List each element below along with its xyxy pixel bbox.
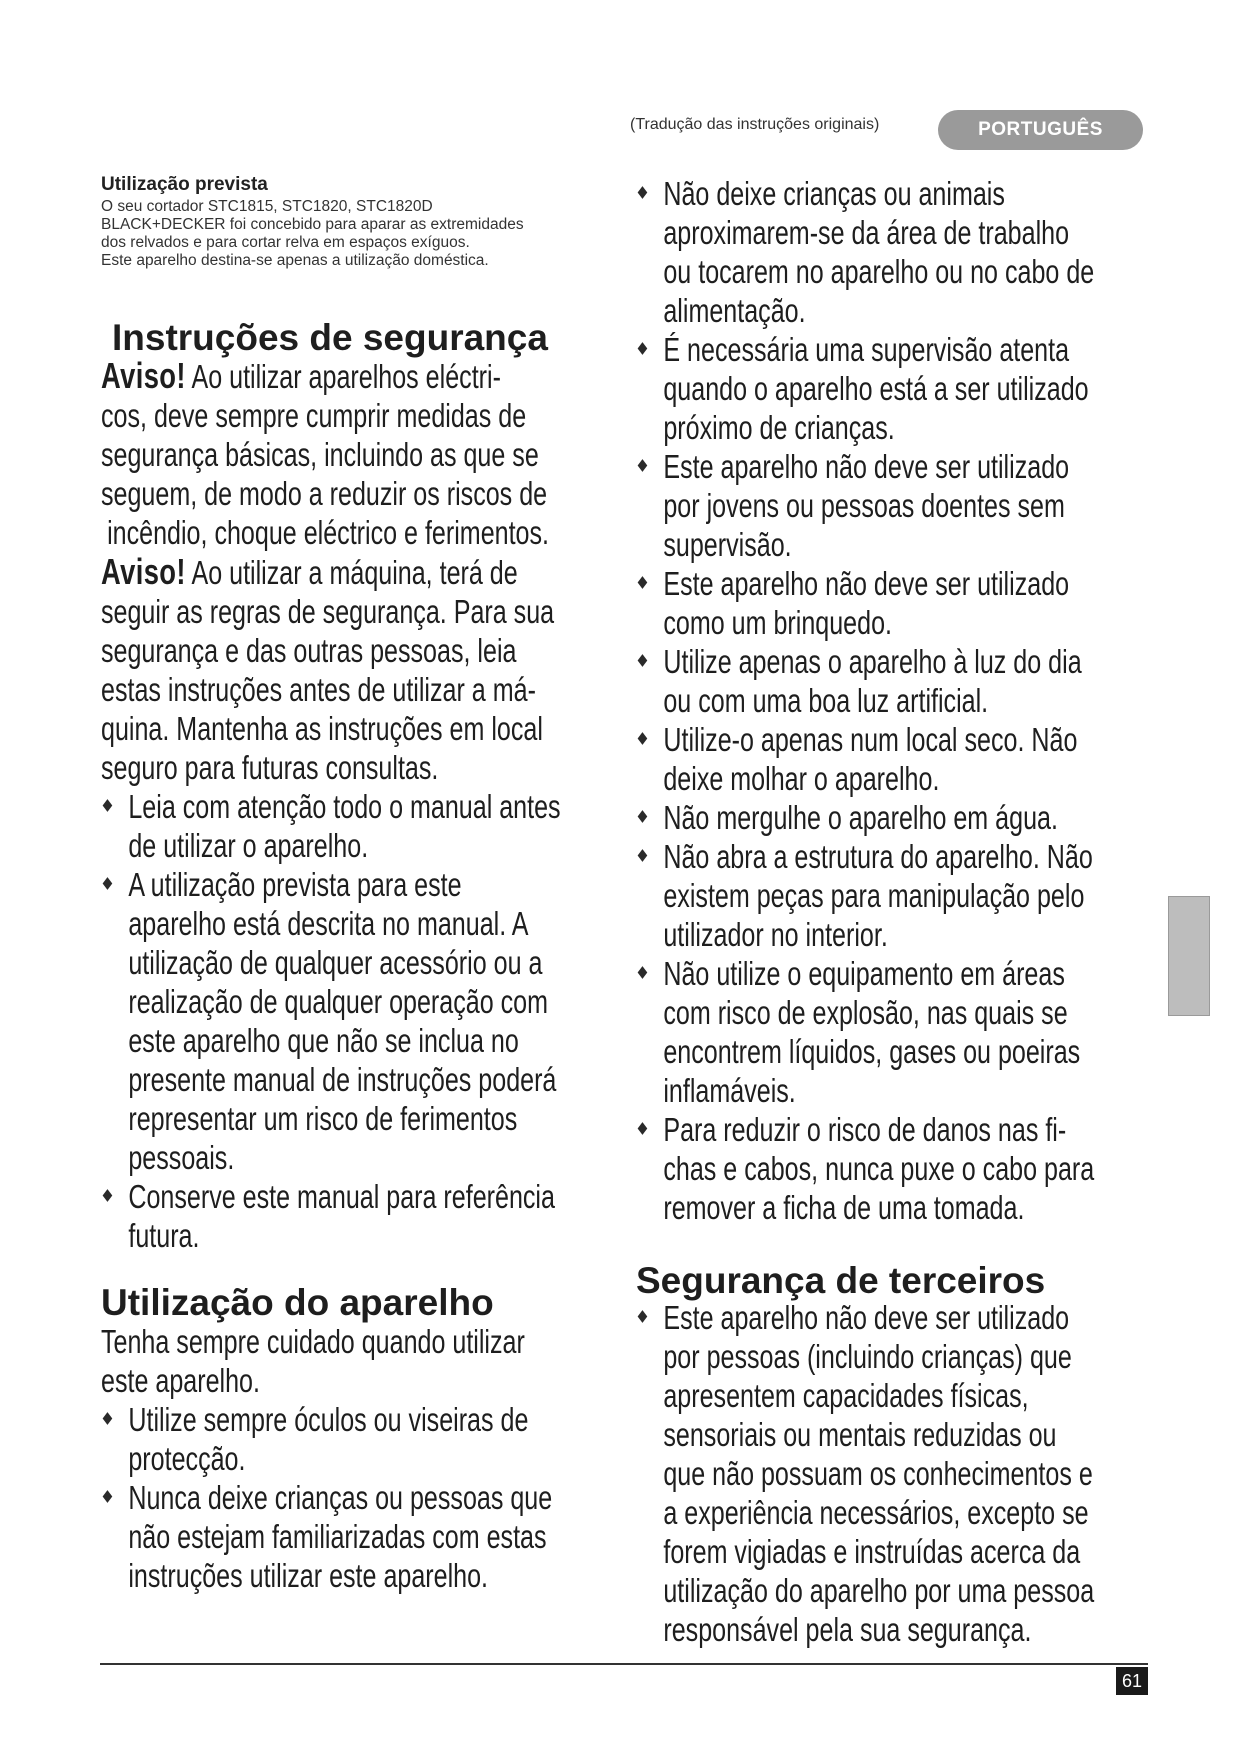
- text-line: Este aparelho não deve ser utilizado: [663, 1299, 1070, 1336]
- list-item: [636, 330, 1168, 447]
- bullet-diamond-icon: [638, 849, 648, 862]
- text-line: inflamáveis.: [663, 1072, 796, 1109]
- text-line: É necessária uma supervisão atenta: [663, 331, 1070, 368]
- section-side-tab: [1168, 896, 1210, 1016]
- list-item: [101, 1177, 633, 1255]
- text-line: este aparelho.: [101, 1362, 260, 1399]
- bullet-diamond-icon: [638, 966, 648, 979]
- warning-label: Aviso!: [101, 355, 186, 396]
- text-line: aparelho está descrita no manual. A: [128, 905, 529, 942]
- footer-divider: [100, 1663, 1148, 1665]
- text-line: este aparelho que não se inclua no: [128, 1022, 519, 1059]
- text-line: como um brinquedo.: [663, 604, 893, 641]
- text-line: por pessoas (incluindo crianças) que: [663, 1338, 1072, 1375]
- text-line: segurança e das outras pessoas, leia: [101, 632, 517, 669]
- text-line: presente manual de instruções poderá: [128, 1061, 557, 1098]
- safety-instructions-heading: Instruções de segurança: [112, 317, 548, 358]
- list-item: [636, 837, 1168, 954]
- text-line: ou tocarem no aparelho ou no cabo de: [663, 253, 1095, 290]
- list-item: [636, 174, 1168, 330]
- intro-line: dos relvados e para cortar relva em espaços exíguos.: [101, 234, 470, 251]
- text-line: estas instruções antes de utilizar a má-: [101, 671, 536, 708]
- text-line: utilização do aparelho por uma pessoa: [663, 1572, 1095, 1609]
- list-item: [636, 564, 1168, 642]
- text-line: existem peças para manipulação pelo: [663, 877, 1085, 914]
- text-line: quina. Mantenha as instruções em local: [101, 710, 543, 747]
- list-item: [101, 1478, 633, 1595]
- list-item: [636, 1298, 1168, 1649]
- text-line: Não utilize o equipamento em áreas: [663, 955, 1065, 992]
- text-line: Leia com atenção todo o manual antes: [128, 788, 561, 825]
- text-line: seguro para futuras consultas.: [101, 749, 439, 786]
- text-line: que não possuam os conhecimentos e: [663, 1455, 1093, 1492]
- bullet-diamond-icon: [638, 810, 648, 823]
- bullet-diamond-icon: [103, 877, 113, 890]
- text-line: chas e cabos, nunca puxe o cabo para: [663, 1150, 1095, 1187]
- intro-line: O seu cortador STC1815, STC1820, STC1820D: [101, 198, 433, 215]
- list-item: [636, 642, 1168, 720]
- text-line: Ao utilizar a máquina, terá de: [191, 554, 518, 591]
- intro-line: BLACK+DECKER foi concebido para aparar as extremidades: [101, 216, 524, 233]
- text-line: Utilize apenas o aparelho à luz do dia: [663, 643, 1082, 680]
- list-item: [636, 447, 1168, 564]
- list-item: [636, 954, 1168, 1110]
- text-line: quando o aparelho está a ser utilizado: [663, 370, 1089, 407]
- list-item: [101, 787, 633, 865]
- text-line: a experiência necessários, excepto se: [663, 1494, 1089, 1531]
- text-line: Tenha sempre cuidado quando utilizar: [101, 1323, 525, 1360]
- usage-heading: Utilização do aparelho: [101, 1282, 494, 1323]
- text-line: segurança básicas, incluindo as que se: [101, 436, 539, 473]
- language-badge: PORTUGUÊS: [938, 110, 1143, 150]
- text-line: responsável pela sua segurança.: [663, 1611, 1032, 1648]
- text-line: realização de qualquer operação com: [128, 983, 549, 1020]
- text-line: forem vigiadas e instruídas acerca da: [663, 1533, 1081, 1570]
- text-line: incêndio, choque eléctrico e ferimentos.: [107, 514, 550, 551]
- text-line: instruções utilizar este aparelho.: [128, 1557, 489, 1594]
- bullet-diamond-icon: [103, 1412, 113, 1425]
- text-line: Este aparelho não deve ser utilizado: [663, 565, 1070, 602]
- text-line: encontrem líquidos, gases ou poeiras: [663, 1033, 1081, 1070]
- bullet-diamond-icon: [103, 799, 113, 812]
- text-line: Conserve este manual para referência: [128, 1178, 555, 1215]
- text-line: Este aparelho não deve ser utilizado: [663, 448, 1070, 485]
- text-line: por jovens ou pessoas doentes sem: [663, 487, 1065, 524]
- list-item: [636, 798, 1168, 837]
- warning-paragraph: [101, 356, 633, 396]
- list-item: [101, 865, 633, 1177]
- bullet-diamond-icon: [638, 1122, 648, 1135]
- text-line: protecção.: [128, 1440, 246, 1477]
- text-line: Ao utilizar aparelhos eléctri-: [191, 358, 501, 395]
- text-line: Não abra a estrutura do aparelho. Não: [663, 838, 1093, 875]
- text-line: com risco de explosão, nas quais se: [663, 994, 1068, 1031]
- text-line: próximo de crianças.: [663, 409, 895, 446]
- text-line: de utilizar o aparelho.: [128, 827, 369, 864]
- third-party-safety-body: [636, 1298, 1241, 1649]
- text-line: Nunca deixe crianças ou pessoas que: [128, 1479, 553, 1516]
- text-line: Utilize-o apenas num local seco. Não: [663, 721, 1078, 758]
- bullet-diamond-icon: [638, 342, 648, 355]
- bullet-diamond-icon: [638, 654, 648, 667]
- text-line: deixe molhar o aparelho.: [663, 760, 940, 797]
- text-line: Não mergulhe o aparelho em água.: [663, 799, 1058, 836]
- bullet-diamond-icon: [638, 459, 648, 472]
- list-item: [101, 1400, 633, 1478]
- text-line: representar um risco de ferimentos: [128, 1100, 518, 1137]
- warning-paragraph: [101, 552, 633, 592]
- text-line: sensoriais ou mentais reduzidas ou: [663, 1416, 1057, 1453]
- right-column-list: [636, 174, 1241, 1227]
- text-line: Utilize sempre óculos ou viseiras de: [128, 1401, 529, 1438]
- list-item: [636, 1110, 1168, 1227]
- bullet-diamond-icon: [103, 1490, 113, 1503]
- intro-line: Este aparelho destina-se apenas a utilização doméstica.: [101, 252, 489, 269]
- text-line: pessoais.: [128, 1139, 235, 1176]
- warning-label: Aviso!: [101, 551, 186, 592]
- text-line: apresentem capacidades físicas,: [663, 1377, 1029, 1414]
- list-item: [636, 720, 1168, 798]
- text-line: Não deixe crianças ou animais: [663, 175, 1005, 212]
- header-translation-note: (Tradução das instruções originais): [630, 116, 880, 133]
- bullet-diamond-icon: [103, 1189, 113, 1202]
- text-line: cos, deve sempre cumprir medidas de: [101, 397, 527, 434]
- third-party-safety-heading: Segurança de terceiros: [636, 1260, 1046, 1301]
- text-line: supervisão.: [663, 526, 792, 563]
- bullet-diamond-icon: [638, 732, 648, 745]
- text-line: futura.: [128, 1217, 200, 1254]
- text-line: utilização de qualquer acessório ou a: [128, 944, 543, 981]
- text-line: seguem, de modo a reduzir os riscos de: [101, 475, 548, 512]
- text-line: seguir as regras de segurança. Para sua: [101, 593, 555, 630]
- text-line: A utilização prevista para este: [128, 866, 462, 903]
- text-line: não estejam familiarizadas com estas: [128, 1518, 547, 1555]
- page-number: 61: [1116, 1667, 1148, 1695]
- text-line: remover a ficha de uma tomada.: [663, 1189, 1025, 1226]
- bullet-diamond-icon: [638, 576, 648, 589]
- text-line: ou com uma boa luz artificial.: [663, 682, 989, 719]
- text-line: alimentação.: [663, 292, 806, 329]
- intended-use-title: Utilização prevista: [101, 174, 268, 195]
- text-line: aproximarem-se da área de trabalho: [663, 214, 1070, 251]
- text-line: Para reduzir o risco de danos nas fi-: [663, 1111, 1067, 1148]
- text-line: utilizador no interior.: [663, 916, 888, 953]
- intended-use-section: [101, 174, 621, 270]
- bullet-diamond-icon: [638, 1310, 648, 1323]
- bullet-diamond-icon: [638, 186, 648, 199]
